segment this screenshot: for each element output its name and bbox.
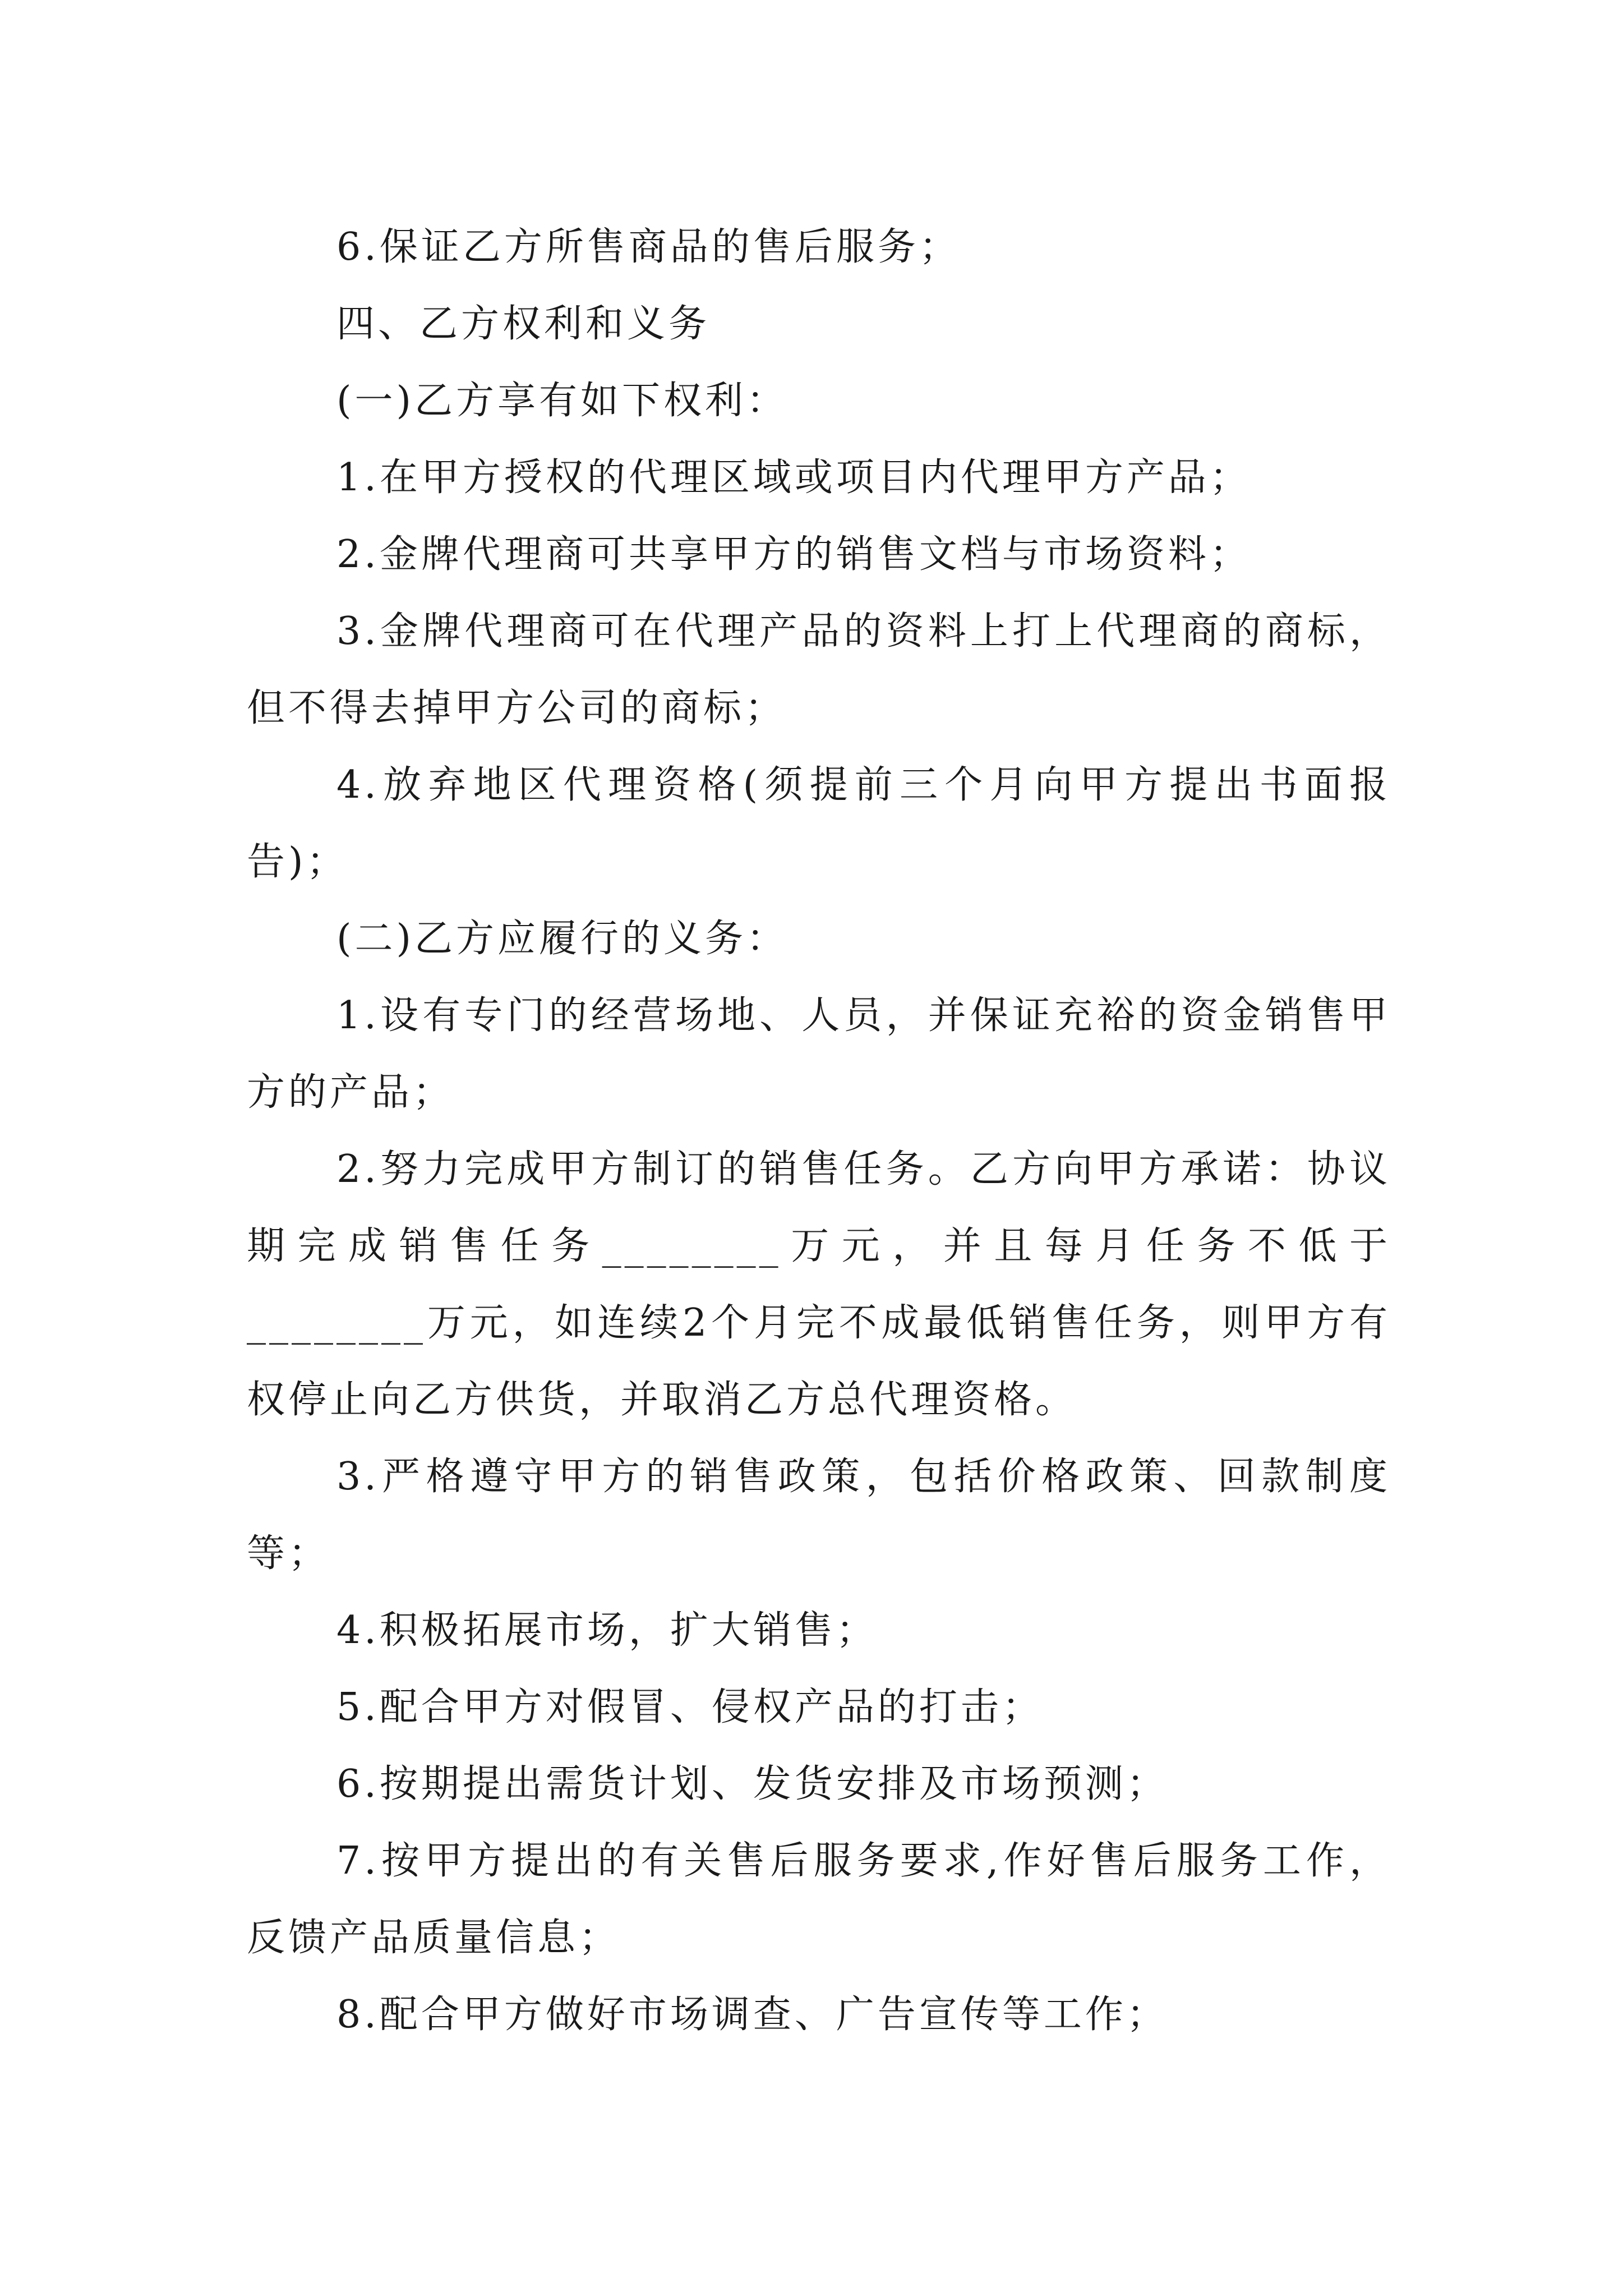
rights-item-3: 3.金牌代理商可在代理产品的资料上打上代理商的商标，但不得去掉甲方公司的商标； (247, 609, 1391, 730)
document-body (247, 209, 1391, 2053)
subsection-heading-rights: (一)乙方享有如下权利： (336, 379, 789, 423)
section-heading-party-b-rights-obligations: 四、乙方权利和义务 (336, 302, 711, 346)
subsection-heading-obligations: (二)乙方应履行的义务： (336, 917, 789, 961)
obligations-item-5: 5.配合甲方对假冒、侵权产品的打击； (336, 1685, 1044, 1729)
obligations-item-4: 4.积极拓展市场，扩大销售； (336, 1608, 878, 1653)
paragraph-after-sales-service: 6.保证乙方所售商品的售后服务； (336, 225, 961, 269)
obligations-item-2: 2.努力完成甲方制订的销售任务。乙方向甲方承诺：协议期完成销售任务________万元，并且每月任务不低于________万元，如连续2个月完不成最低销售任务，则甲方有权停止向乙方供货，并取消乙方总代理资格。 (247, 1147, 1391, 1422)
obligations-item-6: 6.按期提出需货计划、发货安排及市场预测； (336, 1762, 1168, 1806)
rights-item-4: 4.放弃地区代理资格(须提前三个月向甲方提出书面报告)； (247, 763, 1391, 884)
obligations-item-7: 7.按甲方提出的有关售后服务要求,作好售后服务工作，反馈产品质量信息； (247, 1839, 1391, 1960)
obligations-item-8: 8.配合甲方做好市场调查、广告宣传等工作； (336, 1993, 1168, 2037)
rights-item-2: 2.金牌代理商可共享甲方的销售文档与市场资料； (336, 532, 1251, 577)
obligations-item-1: 1.设有专门的经营场地、人员，并保证充裕的资金销售甲方的产品； (247, 993, 1391, 1115)
obligations-item-3: 3.严格遵守甲方的销售政策，包括价格政策、回款制度等； (247, 1455, 1391, 1576)
rights-item-1: 1.在甲方授权的代理区域或项目内代理甲方产品； (336, 455, 1251, 500)
